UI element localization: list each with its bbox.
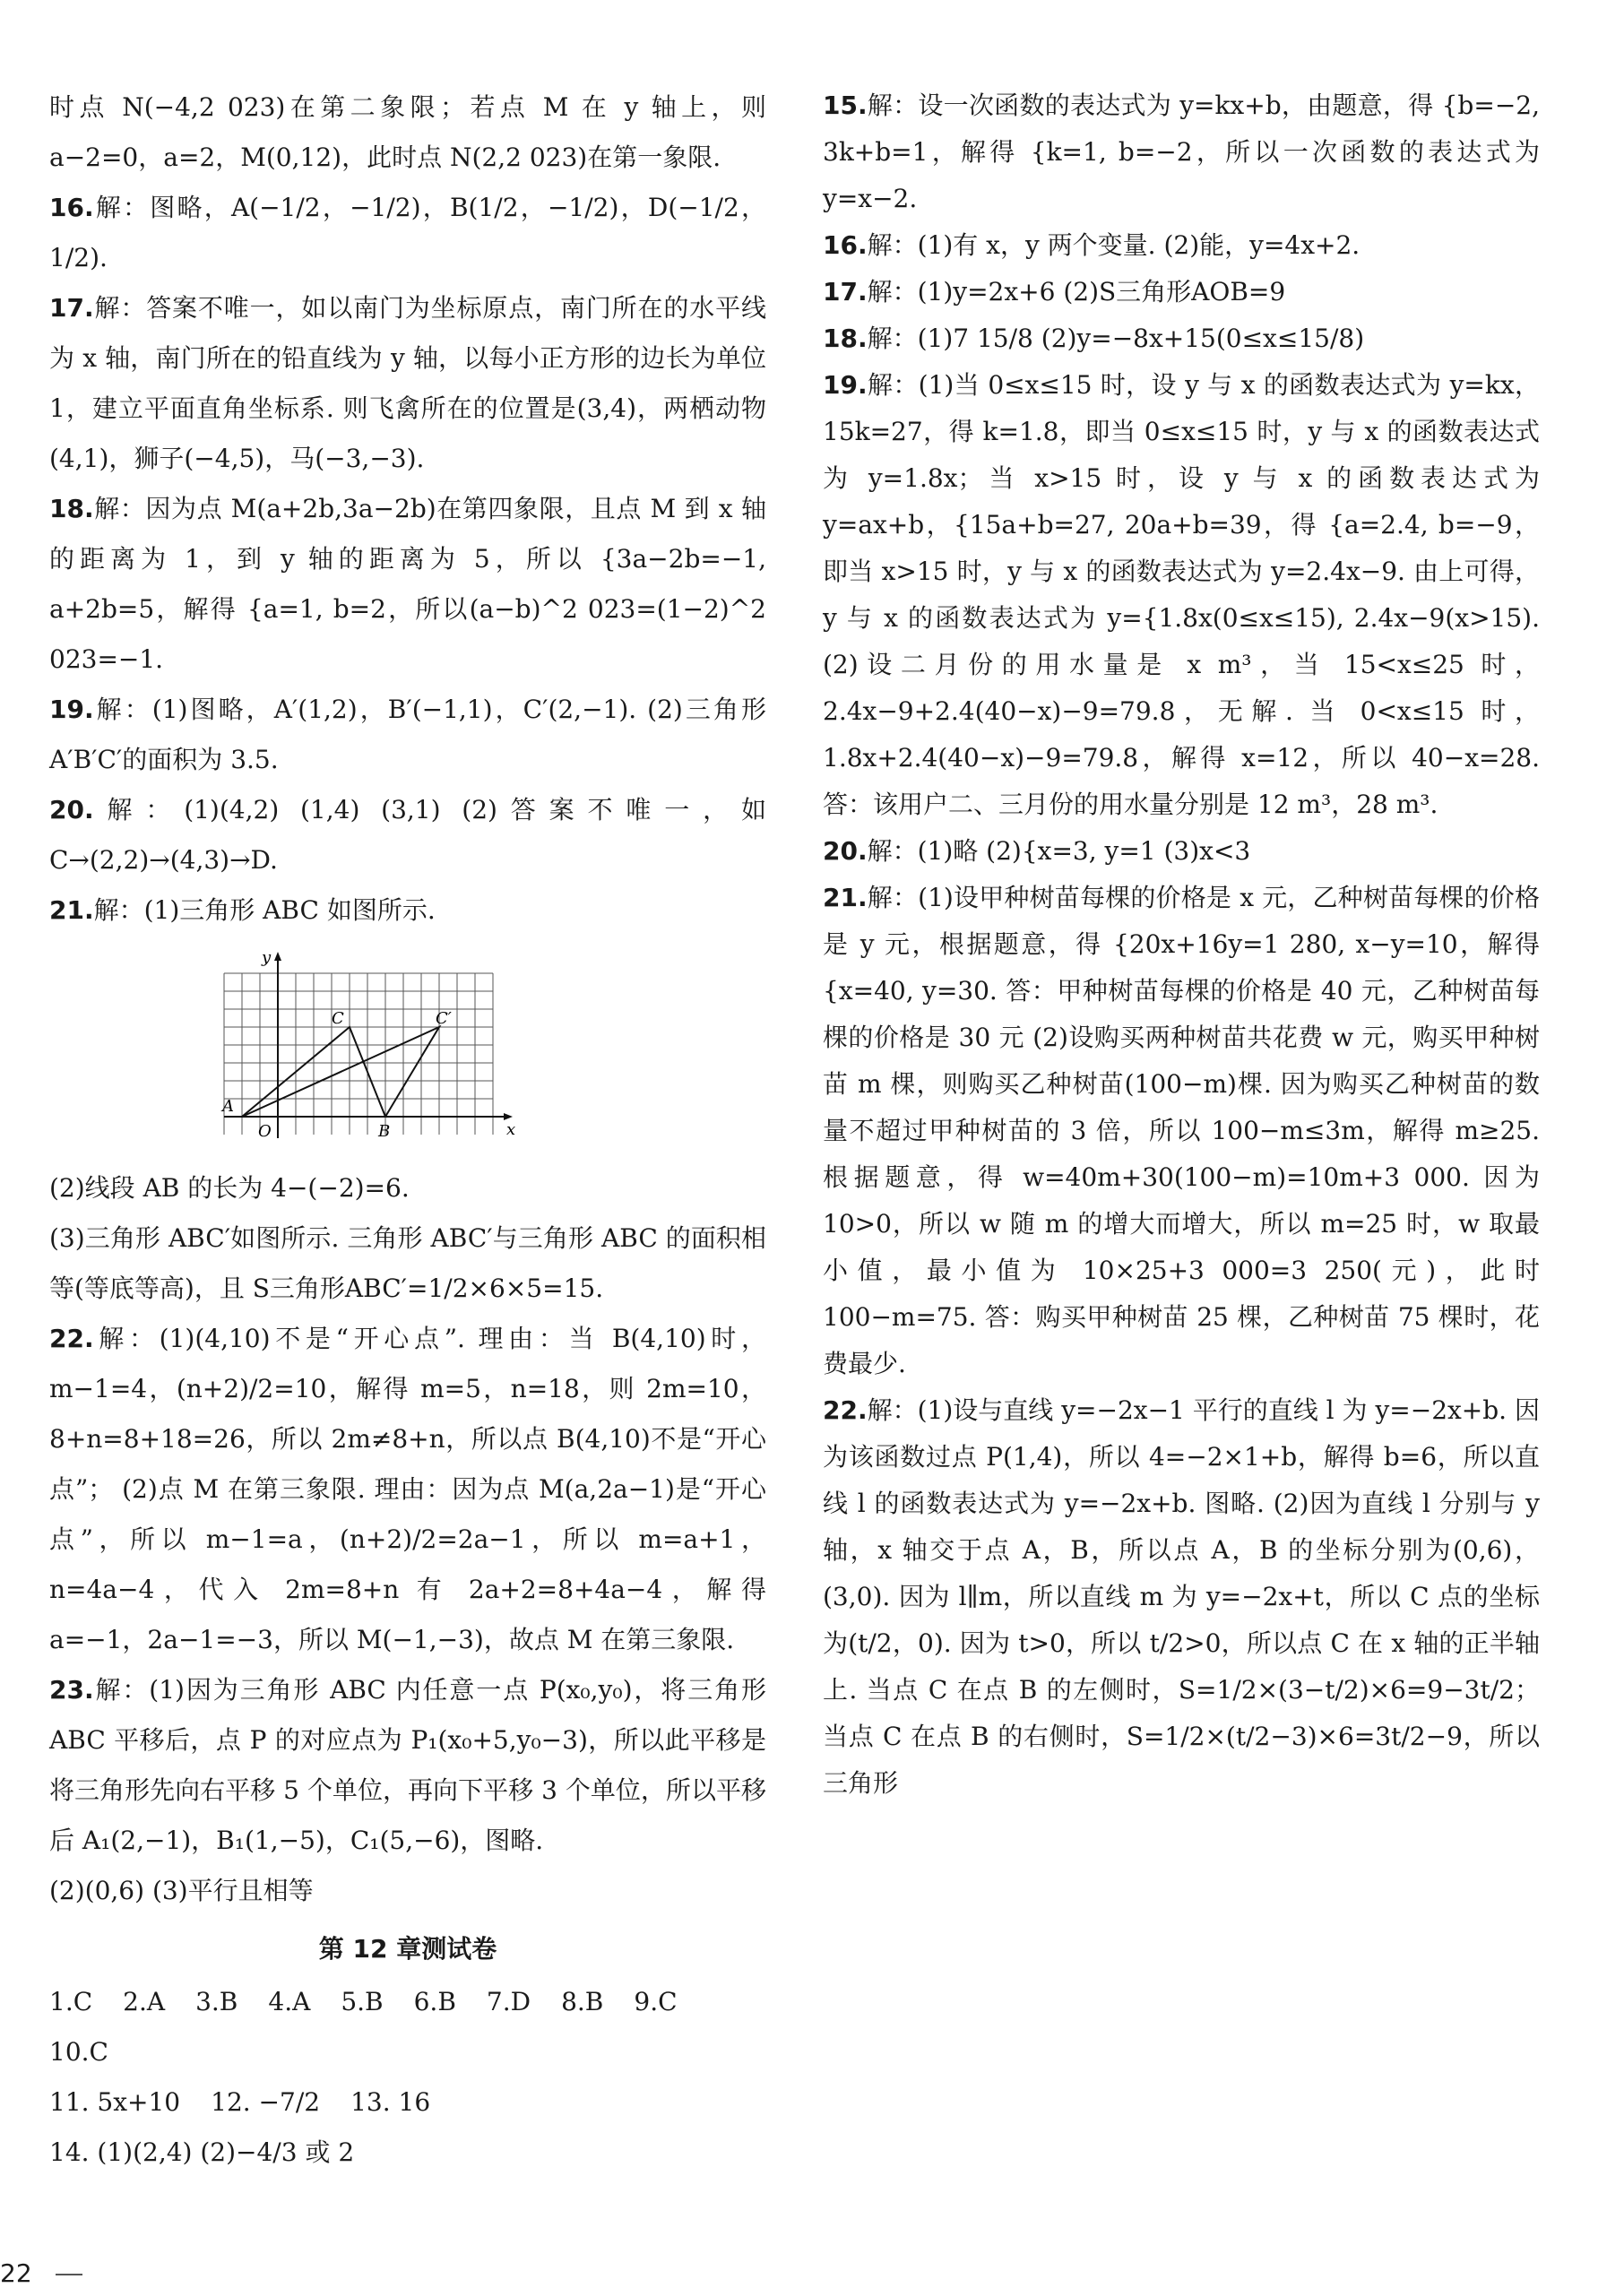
left-after-0: (2)线段 AB 的长为 4−(−2)=6. bbox=[49, 1173, 410, 1203]
left-after-23: 23.解：(1)因为三角形 ABC 内任意一点 P(x₀,y₀)，将三角形 ABC 平移后，点 P 的对应点为 P₁(x₀+5,y₀−3)，所以此平移是将三角形先向右平移 5 个单位，再向下平移 3 个单位，所以平移后 A₁(2,−1)，B₁(1,−5)，C₁(5,−6)，图略. bbox=[49, 1675, 766, 1855]
right-column bbox=[823, 82, 1540, 1807]
answer-item: 14. (1)(2,4) (2)−4/3 或 2 bbox=[49, 2137, 355, 2167]
page-number: 22 bbox=[0, 2258, 32, 2288]
left-after-1: (3)三角形 ABC′如图所示. 三角形 ABC′与三角形 ABC 的面积相等(等底等高)，且 S三角形ABC′=1/2×6×5=15. bbox=[49, 1223, 766, 1303]
left-para-20: 20.解：(1)(4,2) (1,4) (3,1) (2)答案不唯一，如 C→(2,2)→(4,3)→D. bbox=[49, 795, 766, 875]
answer-item: 13. 16 bbox=[350, 2087, 431, 2117]
fill-answers bbox=[49, 2077, 766, 2178]
x-axis-arrow bbox=[504, 1113, 513, 1120]
label-c-prime: C′ bbox=[436, 1009, 452, 1028]
y-axis-arrow bbox=[274, 952, 281, 961]
answer-item: 7.D bbox=[486, 1987, 531, 2016]
right-para-15: 15.解：设一次函数的表达式为 y=kx+b，由题意，得 {b=−2, 3k+b=1，解得 {k=1, b=−2，所以一次函数的表达式为 y=x−2. bbox=[823, 91, 1540, 213]
right-para-19: 19.解：(1)当 0≤x≤15 时，设 y 与 x 的函数表达式为 y=kx，15k=27，得 k=1.8，即当 0≤x≤15 时，y 与 x 的函数表达式为 y=1.8x；当 x>15 时，设 y 与 x 的函数表达式为 y=ax+b，{15a+b=27, 20a+b=39，得 {a=2.4, b=−9，即当 x>15 时，y 与 x 的函数表达式为 y=2.4x−9. 由上可得，y 与 x 的函数表达式为 y={1.8x(0≤x≤15), 2.4x−9(x>15). (2)设二月份的用水量是 x m³，当 15<x≤25 时，2.4x−9+2.4(40−x)−9=79.8，无解. 当 0<x≤15 时，1.8x+2.4(40−x)−9=79.8，解得 x=12，所以 40−x=28. 答：该用户二、三月份的用水量分别是 12 m³，28 m³. bbox=[823, 370, 1540, 819]
left-column bbox=[49, 82, 766, 2178]
label-b: B bbox=[378, 1122, 391, 1141]
answer-item: 8.B bbox=[561, 1987, 604, 2016]
label-a: A bbox=[222, 1097, 234, 1116]
answer-item: 10.C bbox=[49, 2037, 108, 2067]
answer-item: 2.A bbox=[123, 1987, 166, 2016]
answer-item: 1.C bbox=[49, 1987, 93, 2016]
left-after-4: (2)(0,6) (3)平行且相等 bbox=[49, 1876, 314, 1905]
answer-item: 12. −7/2 bbox=[211, 2087, 321, 2117]
answer-item: 3.B bbox=[195, 1987, 238, 2016]
coordinate-figure bbox=[215, 946, 520, 1153]
right-para-17: 17.解：(1)y=2x+6 (2)S三角形AOB=9 bbox=[823, 277, 1286, 307]
right-para-16: 16.解：(1)有 x，y 两个变量. (2)能，y=4x+2. bbox=[823, 230, 1361, 260]
label-c: C bbox=[332, 1009, 344, 1028]
answer-item: 11. 5x+10 bbox=[49, 2087, 181, 2117]
triangle-abc-prime bbox=[242, 1027, 439, 1117]
label-y: y bbox=[262, 948, 272, 967]
left-para-18: 18.解：因为点 M(a+2b,3a−2b)在第四象限，且点 M 到 x 轴的距离为 1，到 y 轴的距离为 5，所以 {3a−2b=−1, a+2b=5，解得 {a=1, b=2，所以(a−b)^2 023=(1−2)^2 023=−1. bbox=[49, 494, 766, 674]
answer-item: 5.B bbox=[341, 1987, 384, 2016]
left-para-0: 时点 N(−4,2 023)在第二象限；若点 M 在 y 轴上，则 a−2=0，a=2，M(0,12)，此时点 N(2,2 023)在第一象限. bbox=[49, 92, 766, 172]
right-para-22: 22.解：(1)设与直线 y=−2x−1 平行的直线 l 为 y=−2x+b. 因为该函数过点 P(1,4)，所以 4=−2×1+b，解得 b=6，所以直线 l 的函数表达式为 y=−2x+b. 图略. (2)因为直线 l 分别与 y 轴，x 轴交于点 A，B，所以点 A，B 的坐标分别为(0,6)，(3,0). 因为 l∥m，所以直线 m 为 y=−2x+t，所以 C 点的坐标为(t/2，0). 因为 t>0，所以 t/2>0，所以点 C 在 x 轴的正半轴上. 当点 C 在点 B 的左侧时，S=1/2×(3−t/2)×6=9−3t/2；当点 C 在点 B 的右侧时，S=1/2×(t/2−3)×6=3t/2−9，所以三角形 bbox=[823, 1395, 1540, 1798]
page-number-rule bbox=[56, 2274, 82, 2275]
left-para-19: 19.解：(1)图略，A′(1,2)，B′(−1,1)，C′(2,−1). (2)三角形 A′B′C′的面积为 3.5. bbox=[49, 695, 766, 774]
right-para-21: 21.解：(1)设甲种树苗每棵的价格是 x 元，乙种树苗每棵的价格是 y 元，根据题意，得 {20x+16y=1 280, x−y=10，解得 {x=40, y=30. 答：甲种树苗每棵的价格是 40 元，乙种树苗每棵的价格是 30 元 (2)设购买两种树苗共花费 w 元，购买甲种树苗 m 棵，则购买乙种树苗(100−m)棵. 因为购买乙种树苗的数量不超过甲种树苗的 3 倍，所以 100−m≤3m，解得 m≥25. 根据题意，得 w=40m+30(100−m)=10m+3 000. 因为 10>0，所以 w 随 m 的增大而增大，所以 m=25 时，w 取最小值，最小值为 10×25+3 000=3 250(元)，此时 100−m=75. 答：购买甲种树苗 25 棵，乙种树苗 75 棵时，花费最少. bbox=[823, 883, 1540, 1378]
mc-answers bbox=[49, 1977, 766, 2077]
left-para-17: 17.解：答案不唯一，如以南门为坐标原点，南门所在的水平线为 x 轴，南门所在的铅直线为 y 轴，以每小正方形的边长为单位 1，建立平面直角坐标系. 则飞禽所在的位置是(3,4)，两栖动物(4,1)，狮子(−4,5)，马(−3,−3). bbox=[49, 293, 766, 473]
label-origin: O bbox=[258, 1122, 272, 1141]
section-title: 第 12 章测试卷 bbox=[318, 1934, 497, 1964]
grid bbox=[224, 973, 493, 1135]
answer-item: 4.A bbox=[268, 1987, 311, 2016]
right-para-18: 18.解：(1)7 15/8 (2)y=−8x+15(0≤x≤15/8) bbox=[823, 324, 1365, 353]
answer-item: 6.B bbox=[413, 1987, 456, 2016]
answer-item: 9.C bbox=[634, 1987, 678, 2016]
left-para-16: 16.解：图略，A(−1/2，−1/2)，B(1/2，−1/2)，D(−1/2，1/2). bbox=[49, 193, 766, 272]
label-x: x bbox=[506, 1120, 516, 1139]
left-after-22: 22.解：(1)(4,10)不是“开心点”. 理由：当 B(4,10)时，m−1=4，(n+2)/2=10，解得 m=5，n=18，则 2m=10，8+n=8+18=26，所以 2m≠8+n，所以点 B(4,10)不是“开心点”； (2)点 M 在第三象限. 理由：因为点 M(a,2a−1)是“开心点”，所以 m−1=a，(n+2)/2=2a−1，所以 m=a+1，n=4a−4，代入 2m=8+n 有 2a+2=8+4a−4，解得 a=−1，2a−1=−3，所以 M(−1,−3)，故点 M 在第三象限. bbox=[49, 1324, 766, 1654]
left-para-21: 21.解：(1)三角形 ABC 如图所示. bbox=[49, 895, 436, 925]
right-para-20: 20.解：(1)略 (2){x=3, y=1 (3)x<3 bbox=[823, 836, 1251, 866]
